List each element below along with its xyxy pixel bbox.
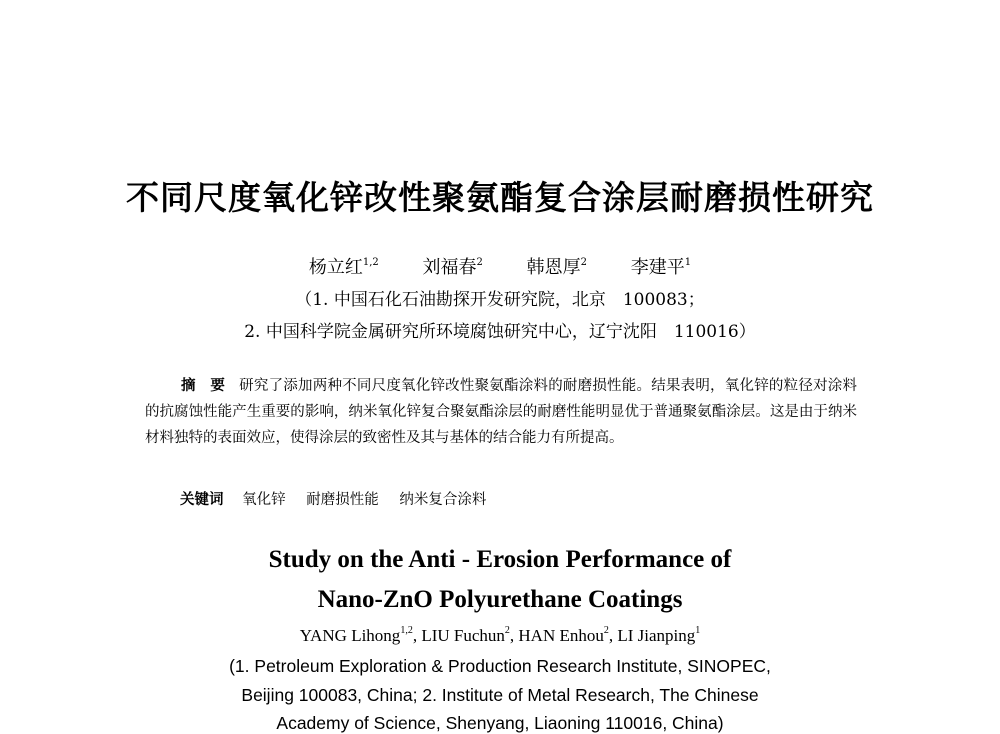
author-list-zh [0, 253, 1000, 279]
author-affil-mark: 2 [603, 625, 609, 636]
author-zh [527, 257, 587, 278]
author-name: 李建平 [630, 257, 685, 278]
author-name: 韩恩厚 [526, 257, 581, 278]
author-en [518, 626, 608, 645]
author-zh [423, 257, 483, 278]
keyword: 纳米复合涂料 [399, 492, 487, 508]
abstract-label: 摘 要 [181, 377, 226, 394]
keywords-label: 关键词 [180, 491, 224, 508]
keyword: 耐磨损性能 [306, 492, 379, 508]
affiliation-en-line3: Academy of Science, Shenyang, Liaoning 110016, China) [276, 713, 724, 733]
author-affil-mark: 1 [695, 625, 701, 636]
author-name: LI Jianping [617, 626, 696, 645]
author-affil-mark: 2 [580, 257, 587, 268]
author-name: 刘福春 [422, 257, 477, 278]
author-en [300, 626, 413, 645]
author-name: LIU Fuchun [421, 626, 505, 645]
author-affil-mark: 1 [684, 257, 692, 268]
author-en [421, 626, 510, 645]
author-list-en: YANG Lihong$^{1,2}$, LIU Fuchun$^2$, HAN Enhou$^2$, LI Jianping$^1$ [299, 625, 701, 645]
affiliation-zh-line1: （1. 中国石化石油勘探开发研究院，北京 100083； [295, 290, 705, 310]
author-zh [309, 257, 379, 278]
author-name: 杨立红 [308, 257, 363, 278]
affiliation-en-line1: (1. Petroleum Exploration & Production Research Institute, SINOPEC, [229, 656, 771, 676]
author-affil-mark: 1,2 [400, 625, 413, 636]
author-name: YANG Lihong [299, 626, 401, 645]
keyword: 氧化锌 [242, 492, 286, 508]
paper-title-en-line1: Study on the Anti - Erosion Performance of [268, 546, 732, 573]
abstract-text: 研究了添加两种不同尺度氧化锌改性聚氨酯涂料的耐磨损性能。结果表明，氧化锌的粒径对涂料的抗腐蚀性能产生重要的影响，纳米氧化锌复合聚氨酯涂层的耐磨性能明显优于普通聚氨酯涂层。这是由于纳米材料独特的表面效应，使得涂层的致密性及其与基体的结合能力有所提高。 [145, 378, 858, 446]
author-zh [631, 257, 691, 278]
paper-title-zh: 不同尺度氧化锌改性聚氨酯复合涂层耐磨损性研究 [126, 178, 874, 217]
paper-title-en-line2: Nano-ZnO Polyurethane Coatings [317, 586, 683, 613]
author-en [617, 626, 700, 645]
author-affil-mark: 2 [504, 625, 510, 636]
affiliation-en-line2: Beijing 100083, China; 2. Institute of Metal Research, The Chinese [241, 685, 759, 705]
affiliation-zh-line2: 2. 中国科学院金属研究所环境腐蚀研究中心，辽宁沈阳 110016） [244, 322, 756, 342]
abstract-zh [145, 373, 857, 451]
author-affil-mark: 2 [476, 257, 483, 268]
author-affil-mark: 1,2 [362, 257, 379, 268]
keywords-zh [180, 488, 502, 509]
author-name: HAN Enhou [518, 626, 604, 645]
